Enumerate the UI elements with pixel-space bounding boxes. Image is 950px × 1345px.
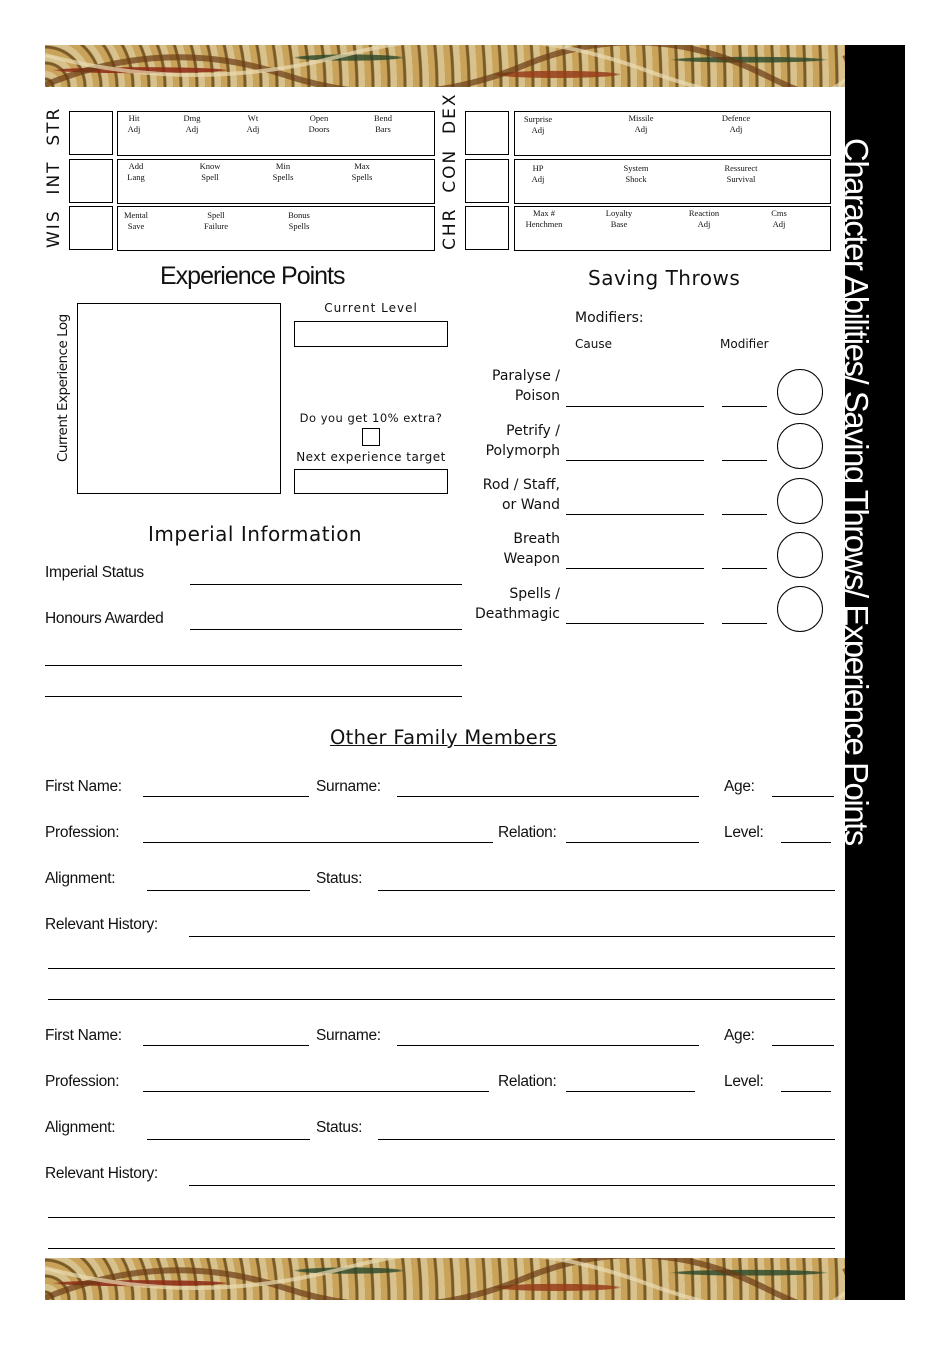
save-cause-line[interactable] [566,568,704,569]
wis-mod-label: Bonus Spells [288,210,310,231]
age-label: Age: [724,1027,755,1044]
age-line[interactable] [772,796,834,797]
imperial-title: Imperial Information [148,522,363,546]
level-line[interactable] [781,842,831,843]
age-label: Age: [724,778,755,795]
alignment-label: Alignment: [45,1119,116,1136]
wis-modifiers-box[interactable] [117,206,435,251]
chr-mod-label: Max # Henchmen [525,208,563,229]
alignment-line[interactable] [147,890,310,891]
history-label: Relevant History: [45,916,158,933]
current-level-label: Current Level [324,301,418,315]
save-cause-line[interactable] [566,460,704,461]
chr-mod-label: Loyalty Base [605,208,633,229]
history-line[interactable] [48,1248,835,1249]
save-value-circle[interactable] [777,586,823,632]
profession-label: Profession: [45,824,120,841]
ability-labels-right [440,92,460,250]
dex-modifiers-box[interactable] [514,111,831,156]
honours-label: Honours Awarded [45,610,164,627]
modifiers-label: Modifiers: [575,310,644,326]
saving-throws-title: Saving Throws [588,266,741,290]
dex-mod-label: Missile Adj [628,113,654,134]
relation-line[interactable] [566,1091,695,1092]
dex-mod-label: Surprise Adj [523,114,553,135]
save-value-circle[interactable] [777,532,823,578]
save-label-spells: Spells / Deathmagic [474,586,560,622]
history-label: Relevant History: [45,1165,158,1182]
relation-label: Relation: [498,824,557,841]
con-mod-label: HP Adj [531,163,545,184]
level-label: Level: [724,1073,764,1090]
imperial-status-label: Imperial Status [45,564,144,581]
ability-label-dex: DEX [440,92,460,134]
str-mod-label: Dmg Adj [183,113,201,134]
int-mod-label: Max Spells [351,161,373,182]
int-score-box[interactable] [69,159,113,203]
status-label: Status: [316,870,363,887]
save-label-breath: Breath Weapon [503,531,560,567]
chr-mod-label: Cms Adj [771,208,787,229]
profession-label: Profession: [45,1073,120,1090]
ability-label-con: CON [440,148,460,193]
str-score-box[interactable] [69,111,113,155]
save-cause-line[interactable] [566,406,704,407]
current-level-field[interactable] [294,321,448,347]
save-label-rod: Rod / Staff, or Wand [482,477,560,513]
status-label: Status: [316,1119,363,1136]
profession-line[interactable] [143,842,493,843]
experience-title: Experience Points [160,262,345,290]
level-line[interactable] [781,1091,831,1092]
save-modifier-line[interactable] [722,623,767,624]
ability-label-str: STR [44,106,64,146]
status-line[interactable] [378,1139,835,1140]
ability-label-int: INT [44,160,64,195]
map-banner-art [45,1258,845,1300]
str-mod-label: Open Doors [308,113,330,134]
history-line[interactable] [48,1217,835,1218]
wis-score-box[interactable] [69,206,113,250]
int-mod-label: Min Spells [272,161,294,182]
alignment-label: Alignment: [45,870,116,887]
modifier-column-label: Modifier [720,337,769,351]
first-name-line[interactable] [143,1045,309,1046]
history-line[interactable] [189,1185,835,1186]
int-mod-label: Add Lang [127,161,145,182]
save-modifier-line[interactable] [722,406,767,407]
age-line[interactable] [772,1045,834,1046]
con-mod-label: Ressurect Survival [724,163,758,184]
save-label-petrify: Petrify / Polymorph [485,423,560,459]
honours-line[interactable] [45,696,462,697]
history-line[interactable] [189,936,835,937]
int-mod-label: Know Spell [199,161,221,182]
con-modifiers-box[interactable] [514,159,831,204]
history-line[interactable] [48,999,835,1000]
alignment-line[interactable] [147,1139,310,1140]
save-label-paralyse: Paralyse / Poison [492,368,560,404]
chr-mod-label: Reaction Adj [688,208,720,229]
surname-label: Surname: [316,1027,381,1044]
str-mod-label: Bend Bars [374,113,392,134]
first-name-label: First Name: [45,778,122,795]
relation-line[interactable] [566,842,699,843]
relation-label: Relation: [498,1073,557,1090]
con-score-box[interactable] [465,159,509,203]
ability-label-chr: CHR [440,207,460,250]
save-modifier-line[interactable] [722,514,767,515]
first-name-line[interactable] [143,796,309,797]
honours-line[interactable] [45,665,462,666]
first-name-label: First Name: [45,1027,122,1044]
cause-column-label: Cause [575,337,612,351]
next-target-field[interactable] [294,469,448,494]
honours-line[interactable] [190,629,462,630]
save-modifier-line[interactable] [722,460,767,461]
str-mod-label: Wt Adj [246,113,260,134]
level-label: Level: [724,824,764,841]
extra-xp-checkbox[interactable] [362,428,380,446]
str-mod-label: Hit Adj [127,113,141,134]
top-map-banner [45,45,845,87]
family-title: Other Family Members [330,726,557,749]
wis-mod-label: Spell Failure [203,210,229,231]
con-mod-label: System Shock [623,163,649,184]
save-value-circle[interactable] [777,423,823,469]
experience-log-box[interactable] [77,303,281,494]
next-target-label: Next experience target [296,450,446,464]
chr-score-box[interactable] [465,206,509,250]
status-line[interactable] [378,890,835,891]
imperial-status-line[interactable] [190,584,462,585]
ability-labels-left [44,107,64,248]
sidebar-title: Character Abilities/ Saving Throws/ Experience Points [838,138,875,845]
ability-label-wis: WIS [44,209,64,248]
save-modifier-line[interactable] [722,568,767,569]
experience-log-label: Current Experience Log [55,314,71,462]
wis-mod-label: Mental Save [123,210,149,231]
bottom-map-banner [45,1258,845,1300]
save-value-circle[interactable] [777,478,823,524]
save-value-circle[interactable] [777,369,823,415]
save-cause-line[interactable] [566,514,704,515]
dex-mod-label: Defence Adj [721,113,751,134]
history-line[interactable] [48,968,835,969]
extra-xp-label: Do you get 10% extra? [299,411,443,425]
surname-line[interactable] [397,1045,699,1046]
dex-score-box[interactable] [465,111,509,155]
map-banner-art [45,45,845,87]
surname-line[interactable] [397,796,699,797]
surname-label: Surname: [316,778,381,795]
save-cause-line[interactable] [566,623,704,624]
profession-line[interactable] [143,1091,489,1092]
